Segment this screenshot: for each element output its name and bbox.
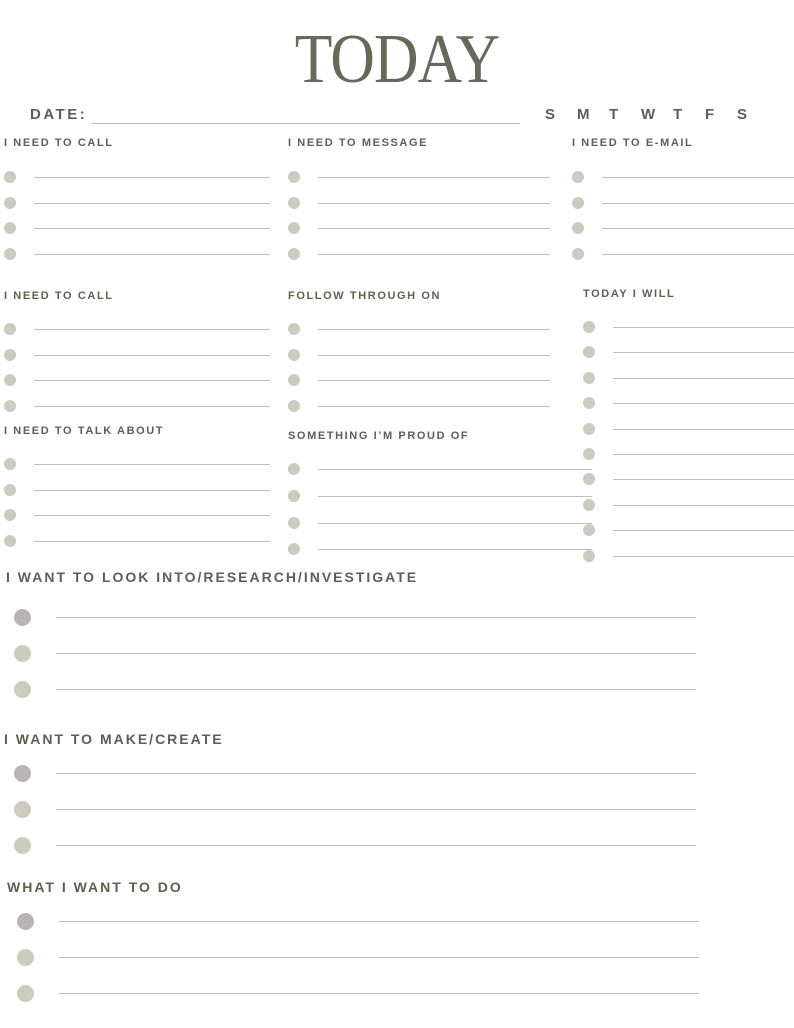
checklist-row-today-i-will [583, 499, 794, 513]
section-label-call-1: I NEED TO CALL [4, 137, 114, 149]
write-in-line[interactable] [34, 355, 270, 356]
write-in-line[interactable] [613, 556, 794, 557]
checklist-row-email [572, 222, 794, 236]
checklist-row-today-i-will [583, 372, 794, 386]
section-label-research: I WANT TO LOOK INTO/RESEARCH/INVESTIGATE [6, 569, 419, 585]
bullet-dot-icon[interactable] [4, 349, 16, 361]
checklist-row-make-create [14, 837, 696, 851]
bullet-dot-icon[interactable] [288, 400, 300, 412]
checklist-row-call-1 [4, 248, 270, 262]
bullet-dot-icon[interactable] [4, 484, 16, 496]
write-in-line[interactable] [318, 469, 592, 470]
bullet-dot-icon[interactable] [4, 323, 16, 335]
checklist-row-what-to-do [17, 913, 699, 927]
weekday-thu[interactable]: T [673, 106, 683, 123]
section-label-message: I NEED TO MESSAGE [288, 137, 429, 149]
checklist-row-proud-of [288, 463, 592, 477]
bullet-dot-icon[interactable] [288, 248, 300, 260]
write-in-line[interactable] [34, 203, 270, 204]
checklist-row-call-1 [4, 222, 270, 236]
write-in-line[interactable] [613, 505, 794, 506]
bullet-dot-icon[interactable] [4, 400, 16, 412]
checklist-row-email [572, 171, 794, 185]
weekday-fri[interactable]: F [705, 106, 715, 123]
section-label-make-create: I WANT TO MAKE/CREATE [4, 731, 224, 747]
write-in-line[interactable] [318, 523, 592, 524]
write-in-line[interactable] [34, 380, 270, 381]
checklist-row-call-2 [4, 349, 270, 363]
bullet-dot-icon[interactable] [288, 463, 300, 475]
section-label-talk-about: I NEED TO TALK ABOUT [4, 425, 165, 437]
bullet-dot-icon[interactable] [288, 171, 300, 183]
checklist-row-research [14, 609, 696, 623]
checklist-row-today-i-will [583, 524, 794, 538]
checklist-row-make-create [14, 801, 696, 815]
write-in-line[interactable] [602, 203, 794, 204]
checklist-row-message [288, 222, 550, 236]
checklist-row-today-i-will [583, 423, 794, 437]
bullet-dot-icon[interactable] [583, 448, 595, 460]
checklist-row-today-i-will [583, 397, 794, 411]
weekday-selector [545, 106, 769, 124]
checklist-row-today-i-will [583, 321, 794, 335]
bullet-dot-icon[interactable] [288, 222, 300, 234]
write-in-line[interactable] [34, 406, 270, 407]
checklist-row-message [288, 197, 550, 211]
weekday-wed[interactable]: W [641, 106, 656, 123]
bullet-dot-icon[interactable] [4, 374, 16, 386]
bullet-dot-icon[interactable] [288, 349, 300, 361]
checklist-row-call-1 [4, 171, 270, 185]
bullet-dot-icon[interactable] [572, 248, 584, 260]
write-in-line[interactable] [34, 464, 270, 465]
bullet-dot-icon[interactable] [4, 222, 16, 234]
checklist-row-today-i-will [583, 550, 794, 564]
write-in-line[interactable] [318, 549, 592, 550]
bullet-dot-icon[interactable] [14, 609, 31, 626]
weekday-sat[interactable]: S [737, 106, 748, 123]
checklist-row-today-i-will [583, 448, 794, 462]
bullet-dot-icon[interactable] [288, 543, 300, 555]
write-in-line[interactable] [613, 352, 794, 353]
write-in-line[interactable] [318, 329, 550, 330]
bullet-dot-icon[interactable] [583, 346, 595, 358]
bullet-dot-icon[interactable] [14, 801, 31, 818]
checklist-row-message [288, 248, 550, 262]
checklist-row-make-create [14, 765, 696, 779]
write-in-line[interactable] [34, 228, 270, 229]
checklist-row-follow-through [288, 374, 550, 388]
bullet-dot-icon[interactable] [288, 374, 300, 386]
write-in-line[interactable] [613, 378, 794, 379]
bullet-dot-icon[interactable] [4, 509, 16, 521]
weekday-tue[interactable]: T [609, 106, 619, 123]
write-in-line[interactable] [318, 496, 592, 497]
write-in-line[interactable] [34, 515, 270, 516]
bullet-dot-icon[interactable] [4, 248, 16, 260]
section-label-follow-through: FOLLOW THROUGH ON [288, 290, 442, 302]
bullet-dot-icon[interactable] [17, 985, 34, 1002]
bullet-dot-icon[interactable] [4, 171, 16, 183]
write-in-line[interactable] [318, 177, 550, 178]
bullet-dot-icon[interactable] [14, 837, 31, 854]
write-in-line[interactable] [59, 957, 699, 958]
checklist-row-proud-of [288, 490, 592, 504]
checklist-row-call-2 [4, 400, 270, 414]
write-in-line[interactable] [318, 228, 550, 229]
write-in-line[interactable] [613, 454, 794, 455]
checklist-row-talk-about [4, 484, 270, 498]
write-in-line[interactable] [56, 689, 696, 690]
write-in-line[interactable] [602, 228, 794, 229]
write-in-line[interactable] [34, 177, 270, 178]
bullet-dot-icon[interactable] [572, 171, 584, 183]
checklist-row-today-i-will [583, 473, 794, 487]
write-in-line[interactable] [34, 490, 270, 491]
checklist-row-follow-through [288, 323, 550, 337]
write-in-line[interactable] [318, 406, 550, 407]
checklist-row-email [572, 248, 794, 262]
checklist-row-follow-through [288, 349, 550, 363]
bullet-dot-icon[interactable] [583, 397, 595, 409]
write-in-line[interactable] [602, 254, 794, 255]
checklist-row-call-2 [4, 323, 270, 337]
write-in-line[interactable] [59, 993, 699, 994]
bullet-dot-icon[interactable] [572, 197, 584, 209]
write-in-line[interactable] [613, 429, 794, 430]
write-in-line[interactable] [613, 403, 794, 404]
checklist-row-email [572, 197, 794, 211]
weekday-mon[interactable]: M [577, 106, 590, 123]
write-in-line[interactable] [602, 177, 794, 178]
checklist-row-talk-about [4, 509, 270, 523]
bullet-dot-icon[interactable] [583, 372, 595, 384]
checklist-row-follow-through [288, 400, 550, 414]
checklist-row-talk-about [4, 458, 270, 472]
write-in-line[interactable] [318, 254, 550, 255]
write-in-line[interactable] [318, 380, 550, 381]
bullet-dot-icon[interactable] [583, 321, 595, 333]
bullet-dot-icon[interactable] [14, 765, 31, 782]
write-in-line[interactable] [34, 329, 270, 330]
write-in-line[interactable] [56, 845, 696, 846]
write-in-line[interactable] [56, 773, 696, 774]
section-label-call-2: I NEED TO CALL [4, 290, 114, 302]
checklist-row-research [14, 681, 696, 695]
bullet-dot-icon[interactable] [288, 490, 300, 502]
checklist-row-message [288, 171, 550, 185]
bullet-dot-icon[interactable] [288, 517, 300, 529]
checklist-row-call-2 [4, 374, 270, 388]
checklist-row-today-i-will [583, 346, 794, 360]
bullet-dot-icon[interactable] [17, 949, 34, 966]
section-label-email: I NEED TO E-MAIL [572, 137, 694, 149]
date-input-line[interactable] [92, 123, 520, 124]
bullet-dot-icon[interactable] [572, 222, 584, 234]
write-in-line[interactable] [56, 617, 696, 618]
section-label-proud-of: SOMETHING I’M PROUD OF [288, 430, 470, 442]
weekday-sun[interactable]: S [545, 106, 556, 123]
checklist-row-call-1 [4, 197, 270, 211]
bullet-dot-icon[interactable] [4, 535, 16, 547]
bullet-dot-icon[interactable] [14, 645, 31, 662]
bullet-dot-icon[interactable] [583, 423, 595, 435]
write-in-line[interactable] [34, 254, 270, 255]
section-label-what-to-do: WHAT I WANT TO DO [7, 879, 183, 895]
write-in-line[interactable] [318, 355, 550, 356]
bullet-dot-icon[interactable] [4, 458, 16, 470]
checklist-row-what-to-do [17, 949, 699, 963]
write-in-line[interactable] [318, 203, 550, 204]
checklist-row-proud-of [288, 543, 592, 557]
bullet-dot-icon[interactable] [17, 913, 34, 930]
section-label-today-i-will: TODAY I WILL [583, 288, 676, 300]
checklist-row-proud-of [288, 517, 592, 531]
bullet-dot-icon[interactable] [14, 681, 31, 698]
checklist-row-what-to-do [17, 985, 699, 999]
checklist-row-research [14, 645, 696, 659]
write-in-line[interactable] [34, 541, 270, 542]
write-in-line[interactable] [613, 479, 794, 480]
write-in-line[interactable] [613, 327, 794, 328]
checklist-row-talk-about [4, 535, 270, 549]
date-label: DATE: [30, 106, 88, 123]
page-title: TODAY [294, 21, 500, 98]
bullet-dot-icon[interactable] [4, 197, 16, 209]
write-in-line[interactable] [613, 530, 794, 531]
bullet-dot-icon[interactable] [288, 323, 300, 335]
write-in-line[interactable] [56, 809, 696, 810]
bullet-dot-icon[interactable] [288, 197, 300, 209]
write-in-line[interactable] [56, 653, 696, 654]
write-in-line[interactable] [59, 921, 699, 922]
